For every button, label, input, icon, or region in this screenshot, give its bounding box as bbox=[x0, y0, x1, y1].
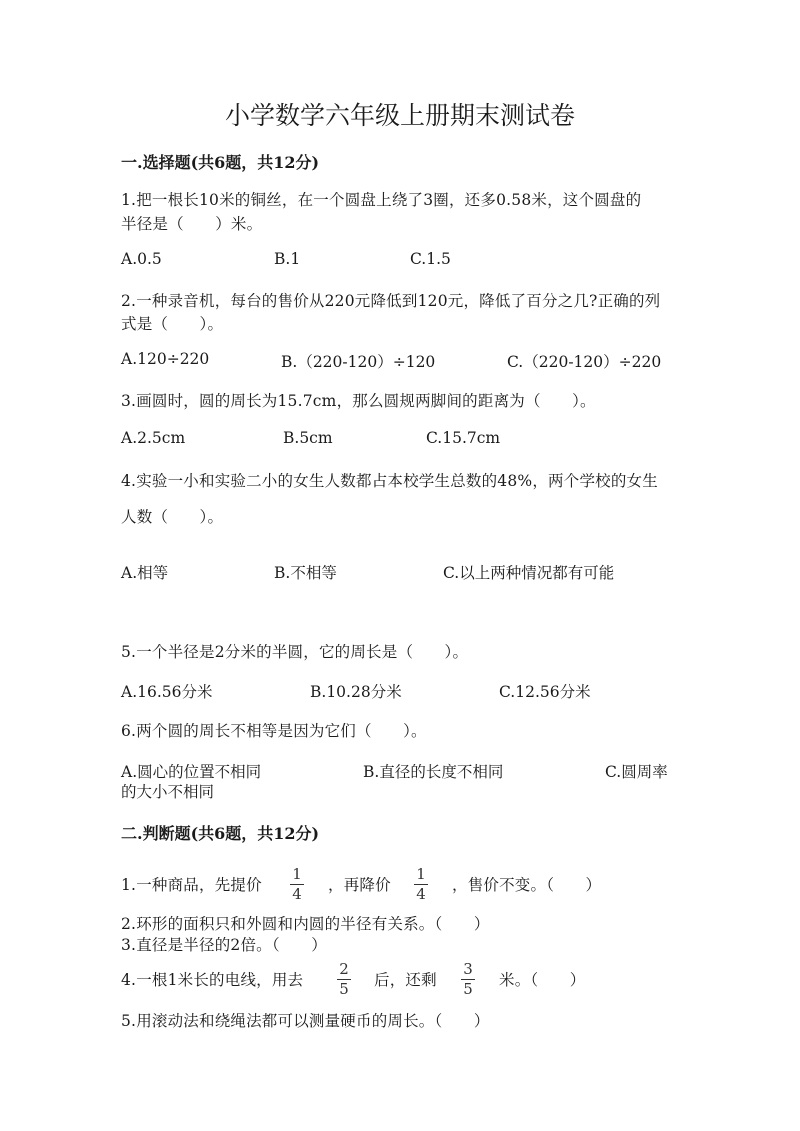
question-4-line2: 人数（ ）。 bbox=[121, 508, 224, 526]
question-4-option-b: B.不相等 bbox=[274, 564, 337, 582]
judge-4-fraction-1 bbox=[335, 961, 353, 998]
question-5-line1: 5.一个半径是2分米的半圆，它的周长是（ ）。 bbox=[121, 643, 469, 661]
question-3-option-c: C.15.7cm bbox=[426, 429, 501, 447]
question-6-option-a: A.圆心的位置不相同 bbox=[121, 763, 262, 781]
judge-1-text-start: 1.一种商品，先提价 bbox=[121, 876, 262, 894]
question-3-option-b: B.5cm bbox=[283, 429, 333, 447]
question-3-line1: 3.画圆时，圆的周长为15.7cm，那么圆规两脚间的距离为（ ）。 bbox=[121, 392, 596, 410]
question-3-option-a: A.2.5cm bbox=[121, 429, 186, 447]
question-6-option-b: B.直径的长度不相同 bbox=[363, 763, 504, 781]
question-1-line1: 1.把一根长10米的铜丝，在一个圆盘上绕了3圈，还多0.58米，这个圆盘的 bbox=[121, 191, 642, 209]
page-title: 小学数学六年级上册期末测试卷 bbox=[224, 101, 575, 130]
question-2-option-b: B.（220-120）÷120 bbox=[281, 353, 436, 371]
fraction-numerator: 1 bbox=[292, 865, 302, 883]
judge-4-text-end: 米。（ ） bbox=[499, 971, 586, 989]
judge-4-text-start: 4.一根1米长的电线，用去 bbox=[121, 971, 304, 989]
question-2-line1: 2.一种录音机，每台的售价从220元降低到120元，降低了百分之几?正确的列 bbox=[121, 292, 661, 310]
judge-2-text: 2.环形的面积只和外圆和内圆的半径有关系。（ ） bbox=[121, 915, 490, 933]
question-2-option-c: C.（220-120）÷220 bbox=[507, 353, 662, 371]
judge-1-text-end: ，售价不变。（ ） bbox=[452, 876, 602, 894]
judge-1-fraction-1 bbox=[288, 866, 306, 903]
question-5-option-c: C.12.56分米 bbox=[499, 683, 591, 701]
judge-4-text-middle: 后，还剩 bbox=[374, 971, 437, 989]
question-1-option-c: C.1.5 bbox=[410, 250, 451, 268]
judge-1-fraction-2 bbox=[412, 866, 430, 903]
judge-3-text: 3.直径是半径的2倍。（ ） bbox=[121, 936, 327, 954]
question-4-option-c: C.以上两种情况都有可能 bbox=[443, 564, 615, 582]
question-4-line1: 4.实验一小和实验二小的女生人数都占本校学生总数的48%，两个学校的女生 bbox=[121, 472, 658, 490]
question-1-option-a: A.0.5 bbox=[121, 250, 162, 268]
question-6-option-c-continued: 的大小不相同 bbox=[121, 783, 215, 801]
section-heading-judgement: 二.判断题(共6题，共12分) bbox=[121, 824, 320, 843]
fraction-denominator: 5 bbox=[339, 980, 349, 998]
question-2-option-a: A.120÷220 bbox=[121, 350, 210, 368]
fraction-numerator: 2 bbox=[339, 960, 349, 978]
question-1-line2: 半径是（ ）米。 bbox=[121, 215, 263, 233]
question-5-option-b: B.10.28分米 bbox=[310, 683, 402, 701]
fraction-denominator: 5 bbox=[463, 980, 473, 998]
judge-4-fraction-2 bbox=[459, 961, 477, 998]
question-2-line2: 式是（ ）。 bbox=[121, 315, 224, 333]
question-4-option-a: A.相等 bbox=[121, 564, 169, 582]
fraction-numerator: 3 bbox=[463, 960, 473, 978]
judge-5-text: 5.用滚动法和绕绳法都可以测量硬币的周长。（ ） bbox=[121, 1012, 490, 1030]
section-heading-choice: 一.选择题(共6题，共12分) bbox=[121, 153, 320, 172]
question-6-option-c: C.圆周率 bbox=[605, 763, 668, 781]
question-6-line1: 6.两个圆的周长不相等是因为它们（ ）。 bbox=[121, 722, 427, 740]
fraction-denominator: 4 bbox=[292, 885, 302, 903]
fraction-numerator: 1 bbox=[416, 865, 426, 883]
question-5-option-a: A.16.56分米 bbox=[121, 683, 213, 701]
question-1-option-b: B.1 bbox=[274, 250, 301, 268]
judge-1-text-middle: ，再降价 bbox=[328, 876, 391, 894]
fraction-denominator: 4 bbox=[416, 885, 426, 903]
